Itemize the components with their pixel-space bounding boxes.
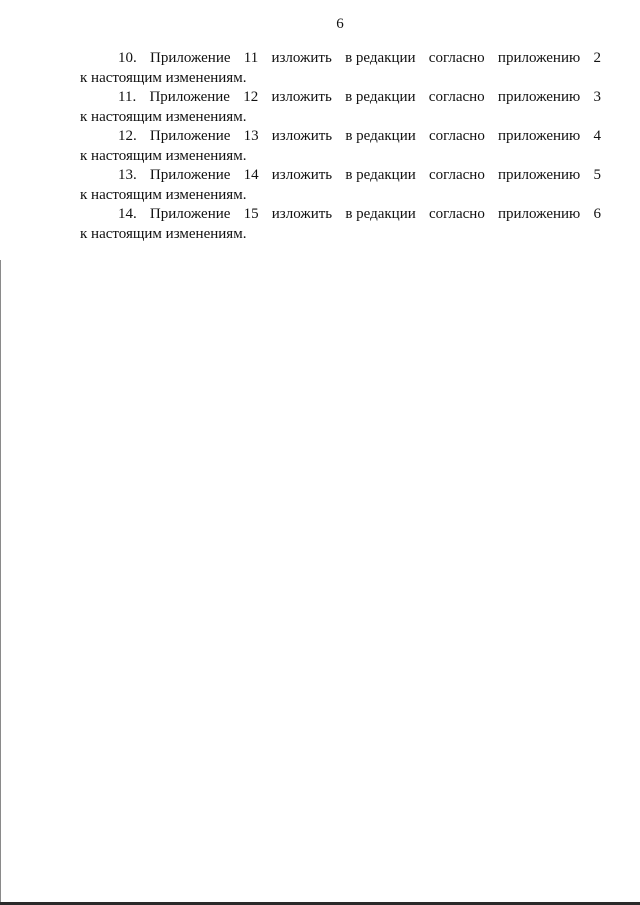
item-number: 10. <box>118 50 137 66</box>
word-state: изложить <box>271 128 333 144</box>
amendment-item-continuation: к настоящим изменениям. <box>80 108 247 125</box>
amendment-item-first-line <box>80 166 601 186</box>
word-in-edition: в редакции <box>345 128 416 144</box>
word-state: изложить <box>271 89 332 105</box>
amendment-item <box>80 166 601 205</box>
appendix-number: 12 <box>243 89 259 105</box>
word-in-edition: в редакции <box>345 50 416 66</box>
word-according: согласно <box>428 89 485 105</box>
word-according: согласно <box>428 206 485 222</box>
word-appendix: Приложение <box>149 128 231 144</box>
amendment-item-first-line <box>80 49 601 69</box>
word-in-edition: в редакции <box>345 89 416 105</box>
word-appendix: Приложение <box>149 89 230 105</box>
amendment-item-first-line <box>80 205 601 225</box>
word-to-appendix: приложению <box>497 50 581 66</box>
word-to-appendix: приложению <box>498 206 581 222</box>
item-number: 11. <box>118 89 137 105</box>
target-appendix-number: 5 <box>593 167 601 183</box>
word-to-appendix: приложению <box>497 89 581 105</box>
amendment-item <box>80 49 601 88</box>
item-number: 12. <box>118 128 137 144</box>
word-state: изложить <box>271 167 333 183</box>
amendment-item <box>80 88 601 127</box>
amendment-item <box>80 127 601 166</box>
appendix-number: 14 <box>243 167 259 183</box>
item-number: 13. <box>118 167 137 183</box>
amendment-item-continuation: к настоящим изменениям. <box>80 69 247 86</box>
page-number: 6 <box>336 16 344 32</box>
appendix-number: 15 <box>243 206 259 222</box>
word-according: согласно <box>428 167 485 183</box>
target-appendix-number: 4 <box>593 128 601 144</box>
target-appendix-number: 3 <box>593 89 601 105</box>
word-according: согласно <box>428 50 485 66</box>
word-to-appendix: приложению <box>498 167 581 183</box>
word-to-appendix: приложению <box>498 128 581 144</box>
word-state: изложить <box>271 50 332 66</box>
amendment-item <box>80 205 601 244</box>
amendment-item-continuation: к настоящим изменениям. <box>80 186 247 203</box>
word-appendix: Приложение <box>149 167 231 183</box>
word-state: изложить <box>271 206 333 222</box>
amendment-item-continuation: к настоящим изменениям. <box>80 147 247 164</box>
amendment-item-first-line <box>80 127 601 147</box>
amendment-item-first-line <box>80 88 601 108</box>
scan-left-edge <box>0 260 1 905</box>
target-appendix-number: 2 <box>593 50 601 66</box>
word-according: согласно <box>428 128 485 144</box>
word-appendix: Приложение <box>150 50 231 66</box>
appendix-number: 11 <box>243 50 259 66</box>
amendment-item-continuation: к настоящим изменениям. <box>80 225 247 242</box>
word-in-edition: в редакции <box>345 206 416 222</box>
target-appendix-number: 6 <box>593 206 601 222</box>
item-number: 14. <box>118 206 137 222</box>
word-appendix: Приложение <box>149 206 231 222</box>
appendix-number: 13 <box>243 128 259 144</box>
word-in-edition: в редакции <box>345 167 416 183</box>
amendment-list <box>80 49 601 244</box>
